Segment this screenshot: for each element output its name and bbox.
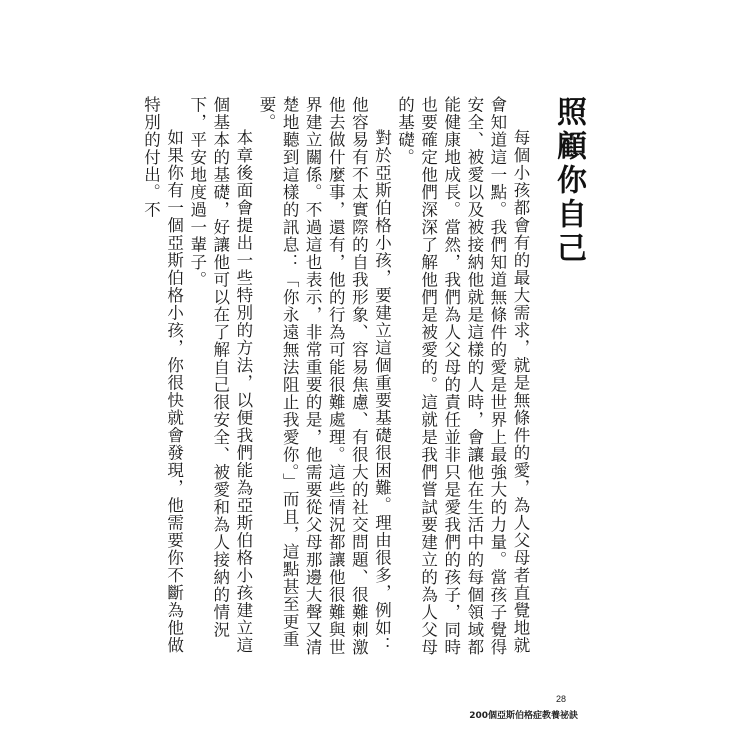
running-footer-book-title: 200個亞斯伯格症教養祕訣 [469, 711, 578, 721]
paragraph-1: 每個小孩都會有的最大需求，就是無條件的愛，為人父母者直覺地就會知道這一點。我們知道無條件的愛是世界上最強大的力量。當孩子覺得安全、被愛以及被接納他就是這樣的人時，會讓他在生活中的每個領域都能健康地成長。當然，我們為人父母的責任並非只是愛我們的孩子，同時也要確定他們深深了解他們是被愛的。這就是我們嘗試要建立的為人父母的基礎。 [395, 96, 530, 656]
paragraph-2: 對於亞斯伯格小孩，要建立這個重要基礎很困難。理由很多，例如：他容易有不太實際的自我形象、容易焦慮、有很大的社交問題、很難刺激他去做什麼事，還有，他的行為可能很難處理。這些情況都讓他很難與世界建立關係。不過這也表示，非常重要的是，他需要從父母那邊大聲又清楚地聽到這樣的訊息：「你永遠無法阻止我愛你。」而且，這點甚至更重要。 [256, 96, 392, 656]
paragraph-4: 如果你有一個亞斯伯格小孩，你很快就會發現，他需要你不斷為他做特別的付出。不 [141, 96, 184, 654]
paragraph-3: 本章後面會提出一些特別的方法，以便我們能為亞斯伯格小孩建立這個基本的基礎，好讓他可以在了解自己很安全、被愛和為人接納的情況下，平安地度過一輩子。 [187, 96, 253, 654]
body-text [141, 96, 532, 656]
chapter-title: 照顧你自己 [551, 96, 586, 266]
page-number: 28 [555, 694, 566, 704]
